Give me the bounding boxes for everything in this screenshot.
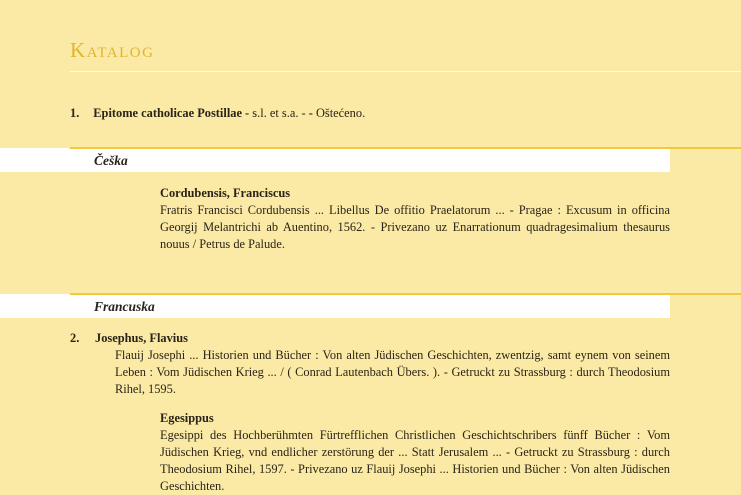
entry-author-josephus: Josephus, Flavius — [95, 331, 188, 345]
section-line-francuska — [70, 293, 741, 295]
entry-text-josephus: Flauij Josephi ... Historien und Bücher : Von alten Jüdischen Geschichten, zwentzig, samt eynem von seinem Leben : Vom Jüdischen Krieg ... / ( Conrad Lautenbach Übers. ). - Getruckt zu Strassburg : durch Theodosium Rihel, 1595. — [115, 348, 670, 396]
entry-imprint: s.l. et s.a. - — [252, 106, 306, 120]
section-band-francuska — [70, 294, 670, 318]
entry-title-sep: - — [305, 106, 316, 120]
entry-text-egesippus: Egesippi des Hochberühmten Fürtrefflichen Christlichen Geschichtschribers fünff Bücher : Vom Jüdischen Krieg, vnd endlicher zerstörung der ... Statt Jerusalem ... - Getruckt zu Strassburg : durch Theodosium Rihel, 1597. - Privezano uz Flauij Josephi ... Historien und Bücher : Von alten Jüdischen Geschichten. — [160, 428, 670, 493]
heading-rule — [70, 71, 741, 72]
catalog-heading: Katalog — [70, 38, 155, 62]
section-label-francuska: Francuska — [94, 299, 155, 314]
section-line-ceska — [70, 147, 741, 149]
entry-author-egesippus: Egesippus — [160, 411, 214, 425]
entry-number-2: 2. — [70, 331, 80, 345]
entry-text-cordubensis: Fratris Francisci Cordubensis ... Libellus De offitio Praelatorum ... - Pragae : Excusum in officina Georgij Melantrichi ab Auentino, 1562. - Privezano uz Enarrationum quadragesimalium thesaurus nouus / Petrus de Palude. — [160, 203, 670, 251]
entry-author-cordubensis: Cordubensis, Franciscus — [160, 186, 291, 200]
section-band-ceska — [70, 148, 670, 172]
catalog-entry-1 — [70, 106, 365, 121]
entry-title: Epitome catholicae Postillae - — [93, 106, 250, 120]
entry-number: 1. — [70, 106, 80, 120]
section-label-ceska: Češka — [94, 153, 128, 168]
entry-note: Oštećeno. — [315, 106, 366, 120]
